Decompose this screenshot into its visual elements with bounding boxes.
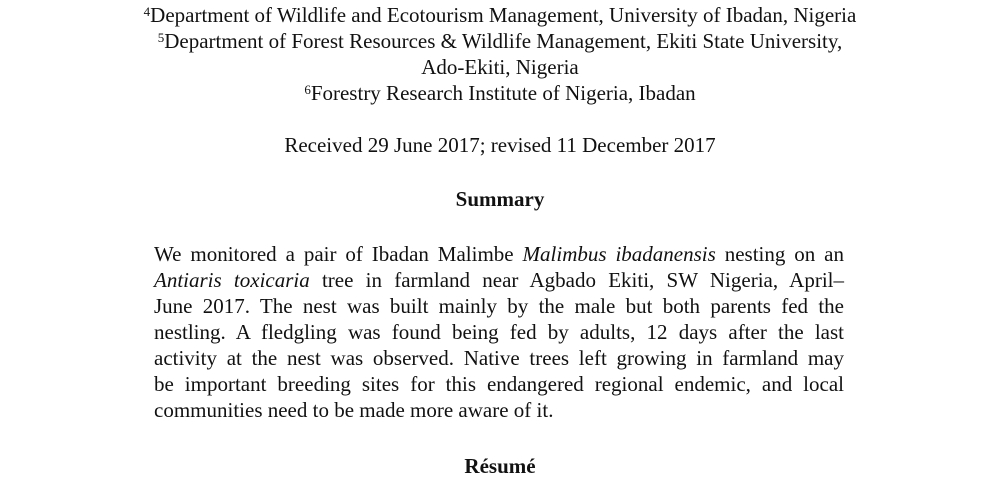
affiliation-5-cont-text: Ado-Ekiti, Nigeria [421, 55, 579, 79]
affiliation-4 [0, 3, 1000, 27]
received-date: Received 29 June 2017; revised 11 December 2017 [284, 133, 716, 157]
affiliation-5-marker: 5 [157, 30, 165, 45]
summary-line-5: activity at the nest was observed. Native trees left growing in farmland may [154, 346, 844, 370]
affiliation-6-text: Forestry Research Institute of Nigeria, Ibadan [310, 81, 696, 105]
affiliation-5-cont [0, 55, 1000, 79]
affiliation-4-text: Department of Wildlife and Ecotourism Management, University of Ibadan, Nigeria [150, 3, 857, 27]
summary-line-4: nestling. A fledgling was found being fed by adults, 12 days after the last [154, 320, 844, 344]
summary-paragraph [154, 241, 844, 423]
resume-heading: Résumé [464, 454, 536, 478]
summary-line-3: June 2017. The nest was built mainly by the male but both parents fed the [154, 294, 844, 318]
summary-heading: Summary [455, 187, 545, 211]
summary-line-1: We monitored a pair of Ibadan Malimbe Malimbus ibadanensis nesting on an [154, 242, 844, 266]
affiliation-4-marker: 4 [143, 4, 151, 19]
summary-line-6: be important breeding sites for this endangered regional endemic, and local [154, 372, 844, 396]
affiliation-5 [0, 29, 1000, 53]
summary-line-7: communities need to be made more aware of it. [154, 398, 554, 422]
summary-line-2: Antiaris toxicaria tree in farmland near Agbado Ekiti, SW Nigeria, April– [154, 268, 844, 292]
affiliation-5-text: Department of Forest Resources & Wildlife Management, Ekiti State University, [164, 29, 843, 53]
affiliation-6 [0, 81, 1000, 105]
affiliation-6-marker: 6 [304, 82, 311, 97]
